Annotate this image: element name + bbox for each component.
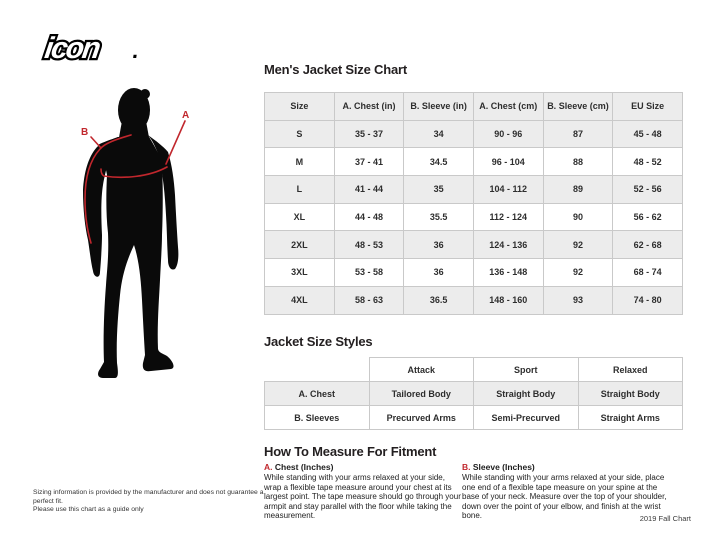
- cell: 90: [543, 203, 613, 231]
- style-chart-title: Jacket Size Styles: [264, 334, 373, 349]
- cell: 104 - 112: [473, 176, 543, 204]
- table-row: [265, 148, 683, 176]
- cell: 4XL: [265, 286, 335, 314]
- cell: 62 - 68: [613, 231, 683, 259]
- cell: S: [265, 120, 335, 148]
- measure-sleeve-body: While standing with your arms relaxed at your side, place one end of a flexible tape measure on your spine at the base of your neck. Measure over the top of your shoulder, down over the point of your elbow, and finish at the wrist bone.: [462, 473, 667, 521]
- icon-logo-text: [43, 32, 142, 65]
- measure-section-chest: [264, 462, 462, 521]
- cell: B. Sleeves: [265, 406, 370, 430]
- cell: 35.5: [404, 203, 474, 231]
- style-chart-body: [265, 382, 683, 430]
- cell: 53 - 58: [334, 259, 404, 287]
- cell: 92: [543, 231, 613, 259]
- cell: 52 - 56: [613, 176, 683, 204]
- header-cell: B. Sleeve (cm): [543, 93, 613, 121]
- cell: 89: [543, 176, 613, 204]
- header-cell: EU Size: [613, 93, 683, 121]
- size-chart-title: Men's Jacket Size Chart: [264, 62, 407, 77]
- logo-registered-mark: .: [130, 38, 141, 63]
- cell: 58 - 63: [334, 286, 404, 314]
- label-a-pointer-line: [166, 121, 185, 164]
- male-silhouette-figure: [55, 85, 255, 380]
- measure-sleeve-heading-text: Sleeve (Inches): [470, 462, 535, 472]
- cell: XL: [265, 203, 335, 231]
- measure-section-sleeve: [462, 462, 668, 521]
- footer-chart-version: 2019 Fall Chart: [639, 514, 691, 523]
- cell: 124 - 136: [473, 231, 543, 259]
- cell: 34: [404, 120, 474, 148]
- sizing-disclaimer: [33, 489, 283, 515]
- cell: 48 - 53: [334, 231, 404, 259]
- measure-chest-body: While standing with your arms relaxed at your side, wrap a flexible tape measure around your chest at its largest point. The tape measure should go through your armpit and stay parallel with the floor while taking the measurement.: [264, 473, 461, 521]
- measure-chest-heading: [264, 462, 462, 472]
- disclaimer-line-2: Please use this chart as a guide only: [33, 506, 144, 513]
- cell: 37 - 41: [334, 148, 404, 176]
- cell: Straight Body: [578, 382, 683, 406]
- measure-label-a: A: [182, 110, 190, 121]
- svg-text:icon: icon: [42, 32, 101, 65]
- measure-chest-prefix: A.: [264, 462, 273, 472]
- cell: Straight Arms: [578, 406, 683, 430]
- table-row: [265, 382, 683, 406]
- cell: 41 - 44: [334, 176, 404, 204]
- measure-chest-heading-text: Chest (Inches): [272, 462, 334, 472]
- measure-title: How To Measure For Fitment: [264, 444, 437, 459]
- cell: Straight Body: [474, 382, 579, 406]
- cell: 88: [543, 148, 613, 176]
- table-row: [265, 259, 683, 287]
- cell: 74 - 80: [613, 286, 683, 314]
- table-row: [265, 406, 683, 430]
- cell: 3XL: [265, 259, 335, 287]
- cell: 148 - 160: [473, 286, 543, 314]
- cell: 36: [404, 259, 474, 287]
- cell: 36.5: [404, 286, 474, 314]
- cell: 48 - 52: [613, 148, 683, 176]
- cell: 93: [543, 286, 613, 314]
- measure-label-b: B: [81, 127, 89, 138]
- cell: 45 - 48: [613, 120, 683, 148]
- cell: 34.5: [404, 148, 474, 176]
- cell: Tailored Body: [369, 382, 474, 406]
- cell: 87: [543, 120, 613, 148]
- cell: 112 - 124: [473, 203, 543, 231]
- disclaimer-line-1: Sizing information is provided by the manufacturer and does not guarantee a perfect fit.: [33, 489, 264, 505]
- size-chart-body: [265, 120, 683, 314]
- cell: A. Chest: [265, 382, 370, 406]
- style-chart-table: [264, 357, 683, 430]
- cell: 136 - 148: [473, 259, 543, 287]
- table-row: [265, 286, 683, 314]
- header-cell: Relaxed: [578, 358, 683, 382]
- cell: 92: [543, 259, 613, 287]
- cell: 44 - 48: [334, 203, 404, 231]
- cell: 35 - 37: [334, 120, 404, 148]
- label-b-pointer-line: [91, 137, 101, 148]
- table-row: [265, 231, 683, 259]
- style-chart-header-row: [265, 358, 683, 382]
- table-row: [265, 203, 683, 231]
- table-row: [265, 176, 683, 204]
- header-row: [265, 93, 683, 121]
- cell: 2XL: [265, 231, 335, 259]
- cell: 35: [404, 176, 474, 204]
- measure-sleeve-prefix: B.: [462, 462, 471, 472]
- cell: 56 - 62: [613, 203, 683, 231]
- cell: 36: [404, 231, 474, 259]
- header-row: [265, 358, 683, 382]
- cell: Semi-Precurved: [474, 406, 579, 430]
- cell: Precurved Arms: [369, 406, 474, 430]
- measure-sleeve-heading: [462, 462, 668, 472]
- header-cell: Size: [265, 93, 335, 121]
- cell: 68 - 74: [613, 259, 683, 287]
- size-chart-table: [264, 92, 683, 315]
- cell: 90 - 96: [473, 120, 543, 148]
- silhouette-body: [83, 88, 178, 378]
- header-cell: A. Chest (in): [334, 93, 404, 121]
- header-cell: A. Chest (cm): [473, 93, 543, 121]
- cell: L: [265, 176, 335, 204]
- size-chart-header-row: [265, 93, 683, 121]
- table-row: [265, 120, 683, 148]
- blank-header-cell: [265, 358, 370, 382]
- header-cell: B. Sleeve (in): [404, 93, 474, 121]
- header-cell: Attack: [369, 358, 474, 382]
- icon-logo: [34, 27, 174, 69]
- header-cell: Sport: [474, 358, 579, 382]
- cell: M: [265, 148, 335, 176]
- cell: 96 - 104: [473, 148, 543, 176]
